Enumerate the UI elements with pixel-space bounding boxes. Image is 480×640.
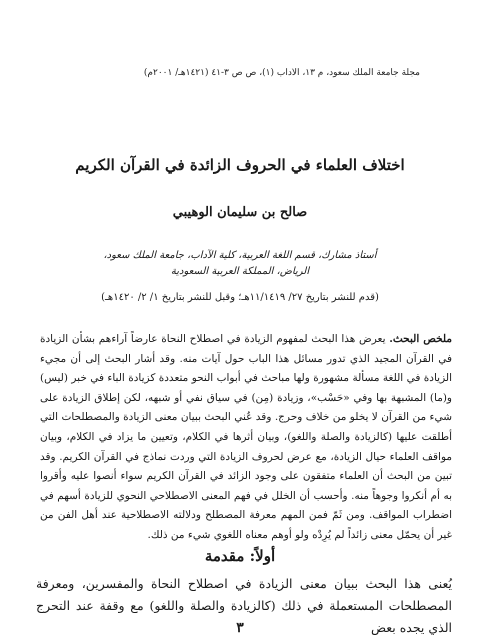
abstract-paragraph <box>40 330 452 546</box>
author-affiliation <box>40 248 440 280</box>
intro-paragraph: يُعنى هذا البحث ببيان معنى الزيادة في اصطلاح النحاة والمفسرين، ومعرفة المصطلحات المستعملة في ذلك (كالزيادة والصلة واللغو) مع وقفة عند التحرج الذي يجده بعض <box>36 576 452 635</box>
running-header: مجلة جامعة الملك سعود، م ١٣، الآداب (١)، ص ص ٣-٤١ (١٤٢١هـ/ ٢٠٠١م) <box>143 68 420 78</box>
abstract-label: ملخص البحث. <box>389 333 452 345</box>
article-title: اختلاف العلماء في الحروف الزائدة في القرآن الكريم <box>75 156 405 174</box>
submission-dates: (قدم للنشر بتاريخ ٢٧/ ١١/١٤١٩هـ؛ وقبل للنشر بتاريخ ١/ ٢/ ١٤٢٠هـ) <box>101 292 379 303</box>
page-number: ٣ <box>236 620 244 636</box>
section-heading: أولاً: مقدمة <box>204 547 276 565</box>
affiliation-line-2: الرياض، المملكة العربية السعودية <box>170 266 310 277</box>
affiliation-line-1: أستاذ مشارك، قسم اللغة العربية، كلية الآداب، جامعة الملك سعود، <box>103 250 377 261</box>
author-name: صالح بن سليمان الوهيبي <box>172 205 308 220</box>
abstract-text: يعرض هذا البحث لمفهوم الزيادة في اصطلاح النحاة عارضاً آراءهم بشأن الزيادة في القرآن المجيد الذي تدور مسائل هذا الباب حول آيات منه. وقد أشار البحث إلى أن مجيء الزيادة في اللغة مسألة مشهورة ولها مباحث في أبواب النحو متعددة كزيادة الباء في خبر (ليس) و(ما) المشبهة بها وفي «حَسْب»، وزيادة (مِن) في سياق نفي أو شبهه، لكن إطلاق الزيادة على شيء من القرآن لا يخلو من خلاف وحرج. وقد عُني البحث ببيان معنى الزيادة والمصطلحات التي أطلقت عليها (كالزيادة والصلة واللغو)، وبيان أثرها في الكلام، وتعيين ما يزاد في الكلام، وبيان مواقف العلماء حيال الزيادة، مع عرض لحروف الزيادة التي وردت نماذج في القرآن الكريم. وقد تبين من البحث أن العلماء متفقون على وجود الزائد في القرآن الكريم سواء أنصوا عليه وأقروا به أم أنكروا وجوهاً منه. وأحسب أن الخلل في فهم المعنى الاصطلاحي النحوي للزيادة أسهم في اضطراب المواقف. ومن ثَمّ فمن المهم معرفة المصطلح ودلالته الاصطلاحية عند أهل الفن من غير أن يحمّل معنى زائداً لم يُرِدْه ولو أوهم معناه اللغوي شيء من ذلك. <box>40 333 452 541</box>
